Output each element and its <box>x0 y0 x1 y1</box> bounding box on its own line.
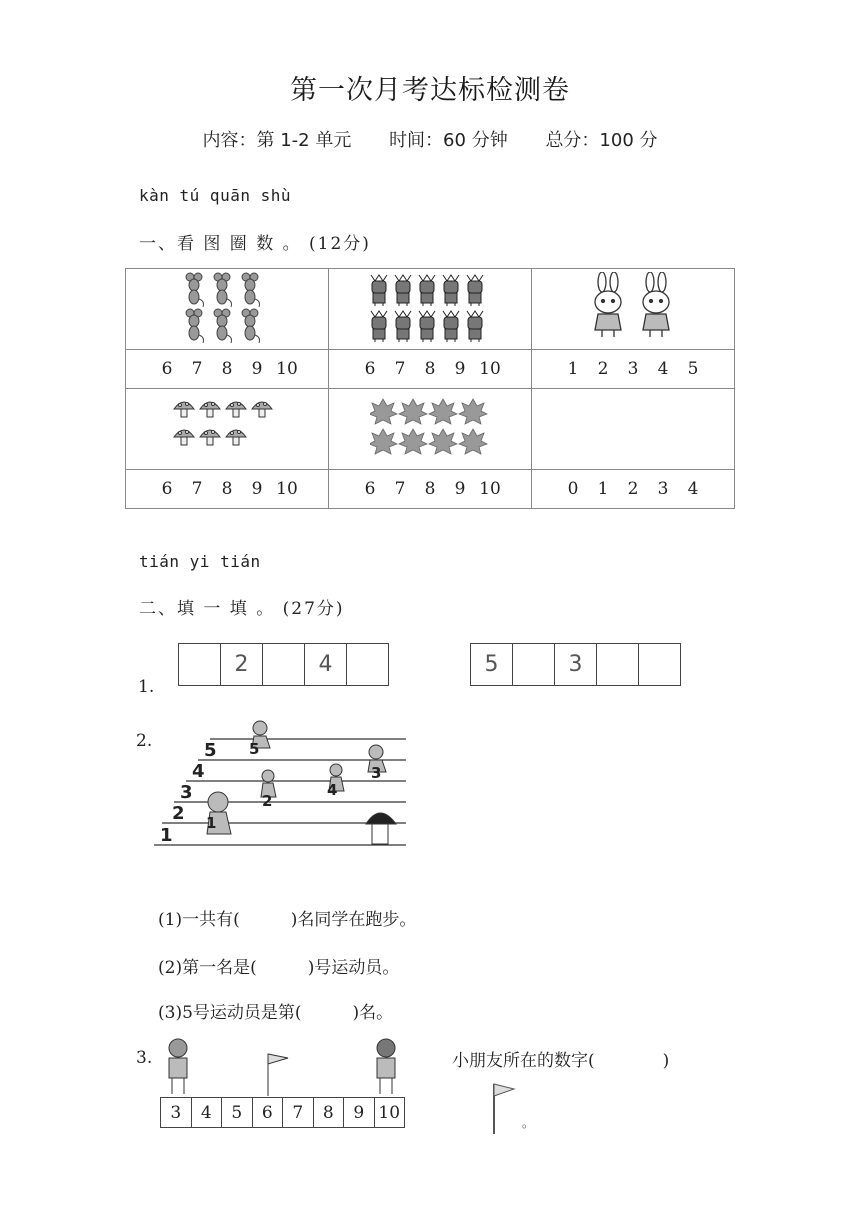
mouse-cell <box>126 269 329 350</box>
choices-row <box>532 479 734 499</box>
q2-sub1: (1)一共有( )名同学在跑步。 <box>158 910 417 930</box>
choice[interactable]: 3 <box>627 359 639 379</box>
number-boxes-b <box>470 643 681 686</box>
choice[interactable]: 0 <box>567 479 579 499</box>
rabbit-cell <box>532 269 735 350</box>
rabbit-icon <box>588 272 678 342</box>
choices-row <box>126 359 328 379</box>
leaf-icon <box>370 397 490 457</box>
choices-row <box>329 359 531 379</box>
choice[interactable]: 1 <box>597 479 609 499</box>
flag-icon <box>490 1080 520 1136</box>
running-race-illustration <box>150 716 412 856</box>
number-box[interactable] <box>513 644 555 685</box>
choice[interactable]: 5 <box>687 359 699 379</box>
number-cell: 5 <box>222 1098 253 1127</box>
section1-pinyin: kàn tú quān shù <box>139 186 291 205</box>
q1-label: 1. <box>138 677 155 697</box>
number-cell: 4 <box>192 1098 223 1127</box>
lane-number: 1 <box>160 825 173 846</box>
goat-cell <box>329 269 532 350</box>
lane-number: 3 <box>180 782 193 803</box>
exam-content: 内容：第 1-2 单元 <box>202 130 352 151</box>
runner-number: 5 <box>249 740 260 758</box>
flag-icon <box>268 1054 288 1096</box>
choice[interactable]: 9 <box>454 359 466 379</box>
exam-meta <box>0 126 860 152</box>
choice[interactable]: 10 <box>276 479 298 499</box>
number-cell: 9 <box>344 1098 375 1127</box>
choice[interactable]: 6 <box>364 359 376 379</box>
q3-illustration <box>158 1036 408 1098</box>
lane-number: 4 <box>192 761 205 782</box>
choice[interactable]: 8 <box>424 479 436 499</box>
choice[interactable]: 6 <box>161 479 173 499</box>
choice[interactable]: 2 <box>627 479 639 499</box>
choice[interactable]: 7 <box>394 359 406 379</box>
number-box[interactable]: 3 <box>555 644 597 685</box>
child-icon <box>169 1039 187 1094</box>
number-cell: 6 <box>253 1098 284 1127</box>
choice[interactable]: 10 <box>479 359 501 379</box>
number-box[interactable] <box>179 644 221 685</box>
choice[interactable]: 8 <box>221 359 233 379</box>
runner-number: 3 <box>371 764 382 782</box>
exam-time: 时间：60 分钟 <box>389 130 508 151</box>
choice[interactable]: 1 <box>567 359 579 379</box>
number-cell: 3 <box>161 1098 192 1127</box>
choice[interactable]: 9 <box>454 479 466 499</box>
counting-table <box>125 268 735 509</box>
choice[interactable]: 8 <box>424 359 436 379</box>
lane-number: 5 <box>204 740 217 761</box>
choice[interactable]: 3 <box>657 479 669 499</box>
mouse-icon <box>182 271 272 343</box>
goat-icon <box>367 271 493 343</box>
choice[interactable]: 10 <box>479 479 501 499</box>
number-cell: 8 <box>314 1098 345 1127</box>
number-box[interactable] <box>263 644 305 685</box>
q3-prompt: 小朋友所在的数字( ) <box>452 1051 670 1071</box>
choices-row <box>532 359 734 379</box>
runner-number: 2 <box>262 792 273 810</box>
choice[interactable]: 9 <box>251 359 263 379</box>
q2-label: 2. <box>136 731 153 751</box>
q2-sub2: (2)第一名是( )号运动员。 <box>158 958 400 978</box>
number-box[interactable]: 5 <box>471 644 513 685</box>
runner-number: 1 <box>206 814 217 832</box>
number-box[interactable] <box>597 644 639 685</box>
empty-cell <box>532 389 735 470</box>
number-box[interactable] <box>347 644 388 685</box>
page-title: 第一次月考达标检测卷 <box>290 75 570 106</box>
q3-label: 3. <box>136 1048 153 1068</box>
choice[interactable]: 9 <box>251 479 263 499</box>
girl-icon <box>377 1039 395 1094</box>
choice[interactable]: 8 <box>221 479 233 499</box>
choice[interactable]: 7 <box>191 479 203 499</box>
choice[interactable]: 6 <box>364 479 376 499</box>
section1-heading: 一、看 图 圈 数 。 (12分) <box>139 234 371 254</box>
exam-score: 总分：100 分 <box>545 130 658 151</box>
runner-number: 4 <box>327 781 338 799</box>
choice[interactable]: 10 <box>276 359 298 379</box>
choice[interactable]: 4 <box>687 479 699 499</box>
mushroom-icon <box>172 397 282 457</box>
number-box[interactable]: 2 <box>221 644 263 685</box>
number-box[interactable]: 4 <box>305 644 347 685</box>
section2-heading: 二、填 一 填 。 (27分) <box>139 599 345 619</box>
choice[interactable]: 7 <box>394 479 406 499</box>
number-box[interactable] <box>639 644 680 685</box>
choice[interactable]: 7 <box>191 359 203 379</box>
choice[interactable]: 2 <box>597 359 609 379</box>
lane-number: 2 <box>172 803 185 824</box>
choice[interactable]: 4 <box>657 359 669 379</box>
leaf-cell <box>329 389 532 470</box>
number-cell: 7 <box>283 1098 314 1127</box>
q3-period: 。 <box>522 1116 535 1130</box>
section2-pinyin: tián yi tián <box>139 552 261 571</box>
number-line <box>160 1097 405 1128</box>
q2-sub3: (3)5号运动员是第( )名。 <box>158 1003 394 1023</box>
number-cell: 10 <box>378 1102 401 1123</box>
mushroom-cell <box>126 389 329 470</box>
choice[interactable]: 6 <box>161 359 173 379</box>
number-boxes-a <box>178 643 389 686</box>
choices-row <box>126 479 328 499</box>
choices-row <box>329 479 531 499</box>
